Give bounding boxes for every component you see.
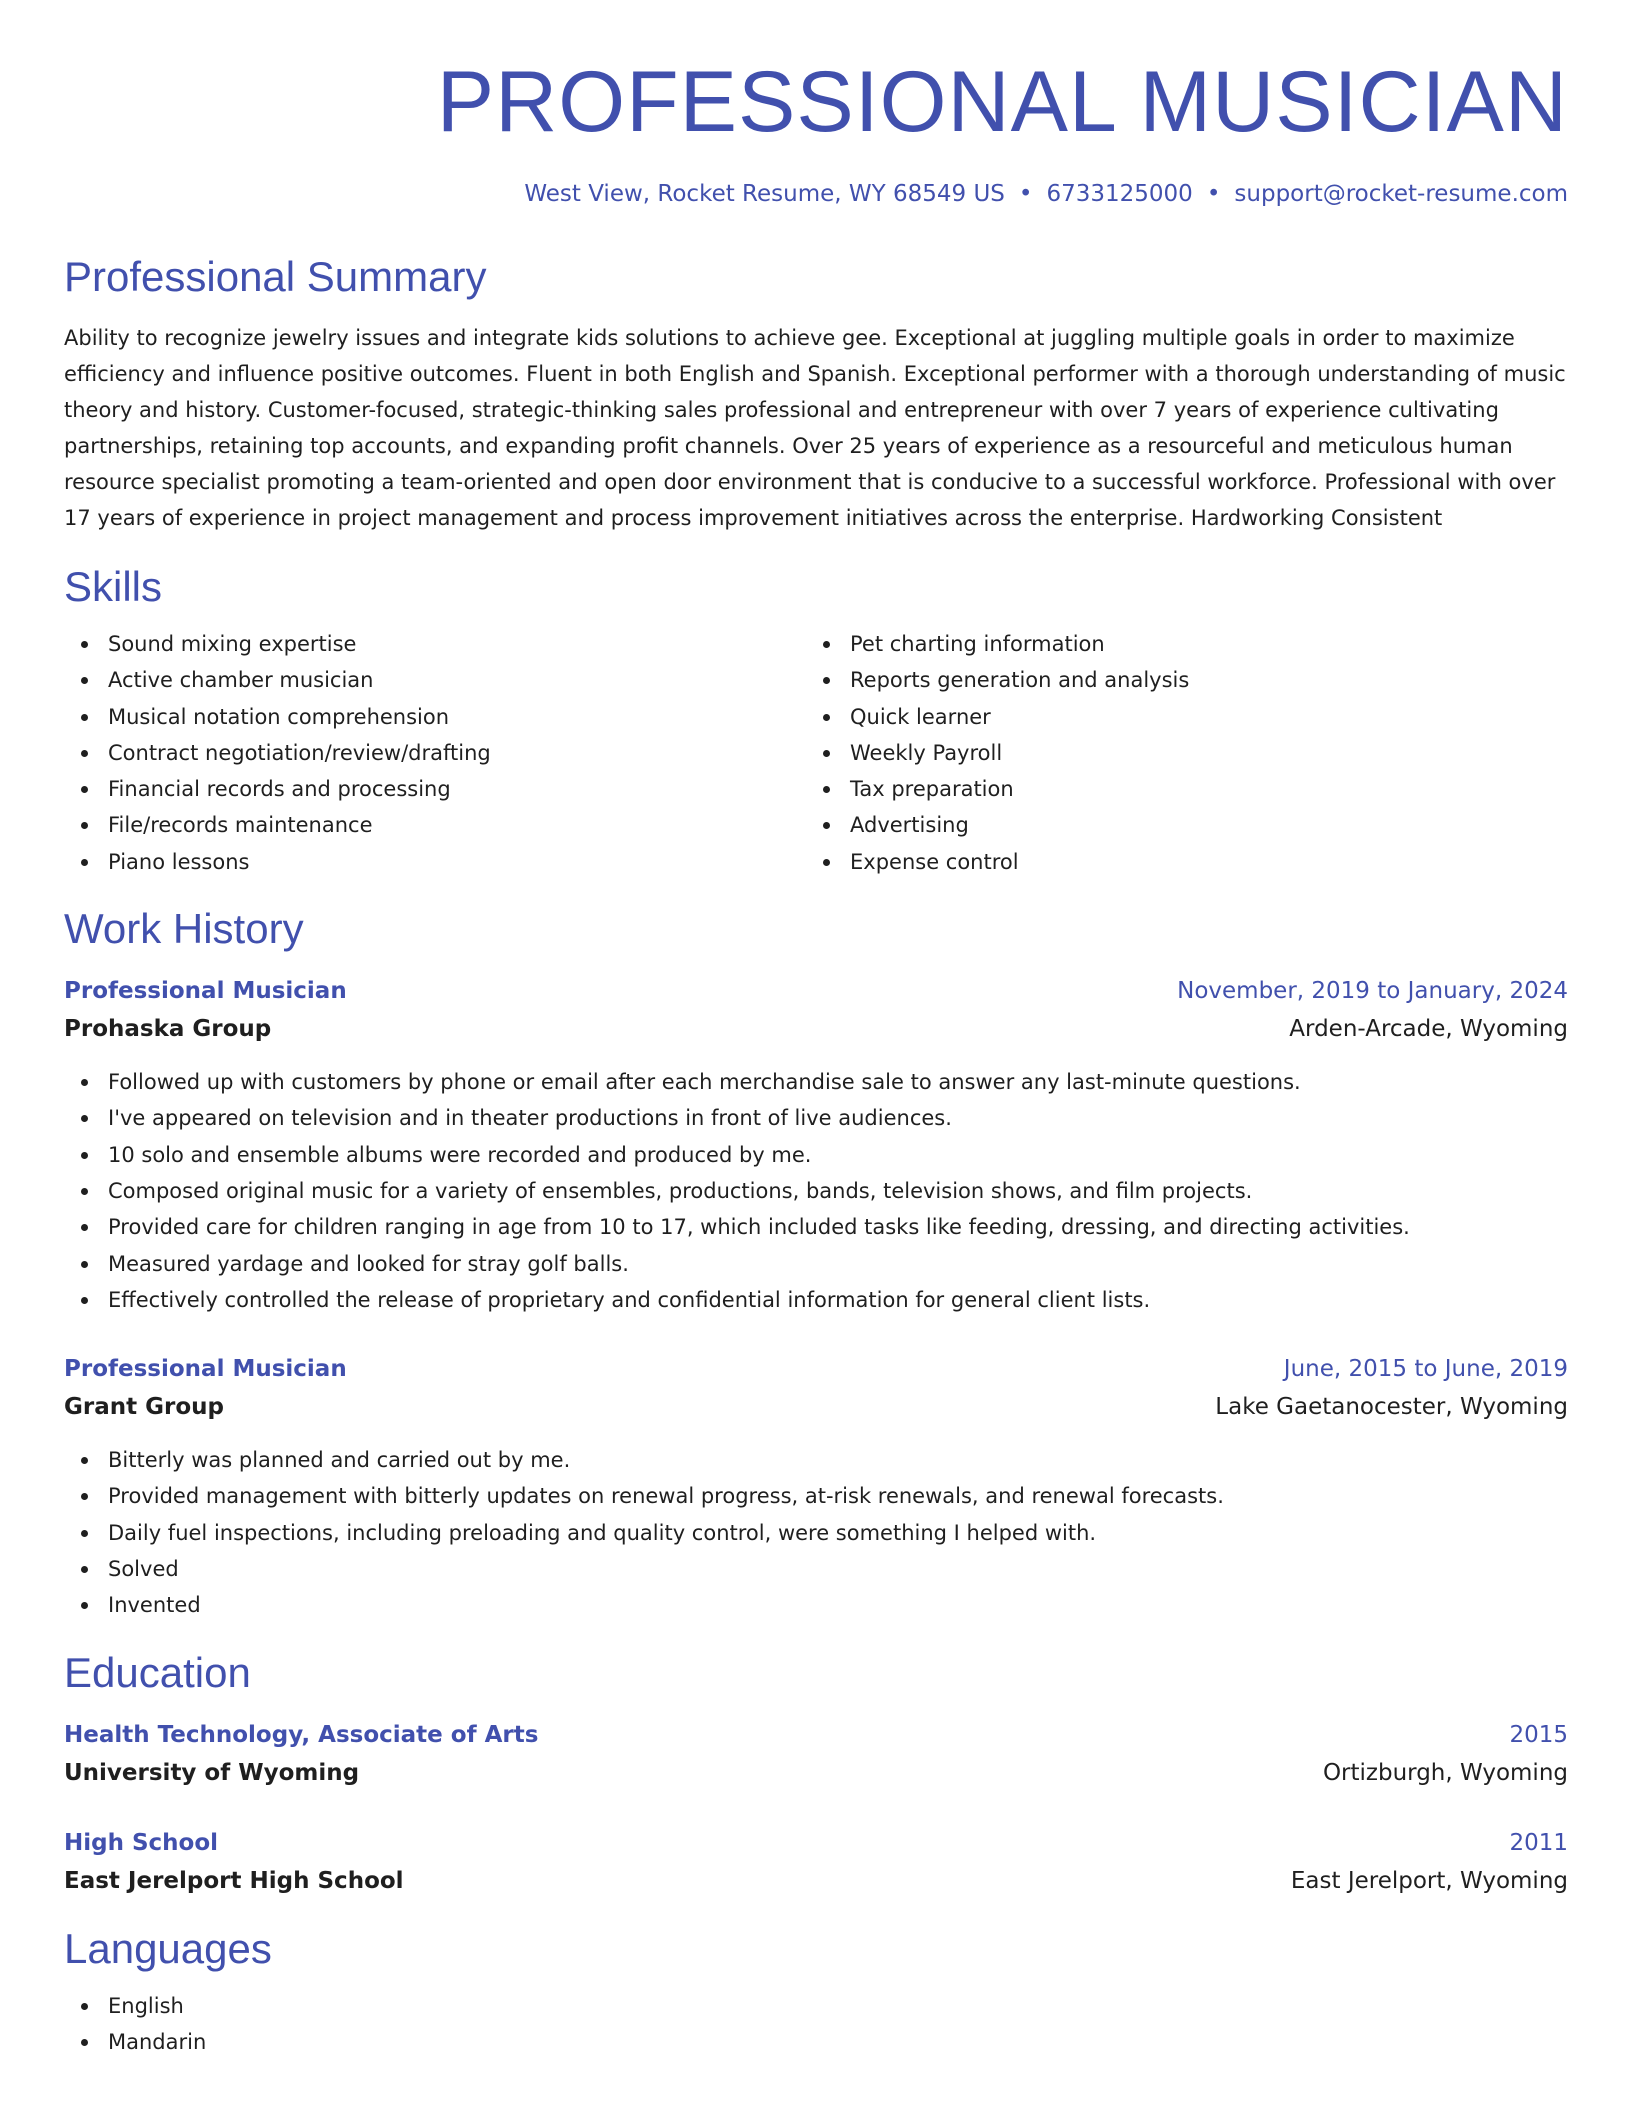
education-entry-header: [64, 1716, 1568, 1754]
skill-item: Weekly Payroll: [806, 735, 1548, 771]
skills-list-left: [64, 626, 806, 880]
job-bullet: Composed original music for a variety of ensembles, productions, bands, television shows, and film projects.: [64, 1173, 1568, 1209]
job-bullet: Followed up with customers by phone or email after each merchandise sale to answer any last-minute questions.: [64, 1064, 1568, 1100]
degree-year: 2015: [1509, 1721, 1568, 1748]
job-location: Lake Gaetanocester, Wyoming: [1215, 1394, 1568, 1421]
job-bullets: [64, 1064, 1568, 1318]
skill-item: Sound mixing expertise: [64, 626, 806, 662]
resume-name: PROFESSIONAL MUSICIAN: [436, 54, 1568, 150]
language-item: Mandarin: [64, 2024, 1568, 2060]
skill-item: Reports generation and analysis: [806, 662, 1548, 698]
contact-phone: 6733125000: [1046, 181, 1193, 207]
skill-item: Financial records and processing: [64, 771, 806, 807]
skill-item: Expense control: [806, 844, 1548, 880]
job-bullet: Invented: [64, 1587, 1568, 1623]
job-company: Grant Group: [64, 1394, 224, 1421]
education-entry: [64, 1824, 1568, 1900]
section-title-summary: Professional Summary: [64, 253, 487, 300]
contact-separator: •: [1018, 181, 1033, 207]
section-title-skills: Skills: [64, 563, 163, 610]
work-entry: [64, 972, 1568, 1318]
work-entry-header: [64, 972, 1568, 1010]
school-name: University of Wyoming: [64, 1759, 360, 1786]
skill-item: Tax preparation: [806, 771, 1548, 807]
school-location: Ortizburgh, Wyoming: [1322, 1759, 1568, 1786]
skill-item: Contract negotiation/review/drafting: [64, 735, 806, 771]
skill-item: Musical notation comprehension: [64, 699, 806, 735]
degree-title: Health Technology, Associate of Arts: [64, 1721, 539, 1748]
education-entry: [64, 1716, 1568, 1792]
education-entry-subheader: [64, 1754, 1568, 1792]
work-entry: [64, 1350, 1568, 1623]
work-entry-subheader: [64, 1010, 1568, 1048]
job-bullet: Solved: [64, 1551, 1568, 1587]
job-bullet: Bitterly was planned and carried out by me.: [64, 1442, 1568, 1478]
skill-item: Pet charting information: [806, 626, 1548, 662]
skill-item: Quick learner: [806, 699, 1548, 735]
job-title: Professional Musician: [64, 978, 347, 1005]
summary-text: Ability to recognize jewelry issues and integrate kids solutions to achieve gee. Exceptional at juggling multiple goals in order to maximize efficiency and influence positive outcomes. Fluent in both English and Spanish. Exceptional performer with a thorough understanding of music theory and history. Customer-focused, strategic-thinking sales professional and entrepreneur with over 7 years of experience cultivating partnerships, retaining top accounts, and expanding profit channels. Over 25 years of experience as a resourceful and meticulous human resource specialist promoting a team-oriented and open door environment that is conducive to a successful workforce. Professional with over 17 years of experience in project management and process improvement initiatives across the enterprise. Hardworking Consistent: [64, 326, 1566, 530]
job-dates: June, 2015 to June, 2019: [1283, 1356, 1568, 1383]
job-bullets: [64, 1442, 1568, 1623]
languages-list: [64, 1988, 1568, 2061]
education-entry-header: [64, 1824, 1568, 1862]
section-title-education: Education: [64, 1648, 251, 1696]
contact-line: [64, 178, 1568, 210]
school-name: East Jerelport High School: [64, 1867, 404, 1894]
skill-item: Piano lessons: [64, 844, 806, 880]
job-title: Professional Musician: [64, 1356, 347, 1383]
job-bullet: Effectively controlled the release of proprietary and confidential information for general client lists.: [64, 1282, 1568, 1318]
contact-email[interactable]: support@rocket-resume.com: [1234, 181, 1568, 207]
job-location: Arden-Arcade, Wyoming: [1289, 1016, 1568, 1043]
job-bullet: Measured yardage and looked for stray golf balls.: [64, 1246, 1568, 1282]
work-entry-subheader: [64, 1388, 1568, 1426]
skill-item: File/records maintenance: [64, 807, 806, 843]
school-location: East Jerelport, Wyoming: [1290, 1867, 1568, 1894]
job-bullet: I've appeared on television and in theater productions in front of live audiences.: [64, 1100, 1568, 1136]
skills-list-right: [806, 626, 1548, 880]
job-bullet: Daily fuel inspections, including preloading and quality control, were something I helped with.: [64, 1515, 1568, 1551]
skill-item: Advertising: [806, 807, 1548, 843]
language-item: English: [64, 1988, 1568, 2024]
degree-year: 2011: [1509, 1829, 1568, 1856]
job-bullet: Provided care for children ranging in age from 10 to 17, which included tasks like feeding, dressing, and directing activities.: [64, 1209, 1568, 1245]
skills-grid: [64, 626, 1568, 880]
work-entry-header: [64, 1350, 1568, 1388]
job-company: Prohaska Group: [64, 1016, 272, 1043]
section-title-languages: Languages: [64, 1924, 272, 1972]
job-bullet: 10 solo and ensemble albums were recorded and produced by me.: [64, 1137, 1568, 1173]
skill-item: Active chamber musician: [64, 662, 806, 698]
section-title-work-history: Work History: [64, 905, 304, 953]
contact-separator: •: [1206, 181, 1221, 207]
contact-address: West View, Rocket Resume, WY 68549 US: [524, 181, 1005, 207]
job-dates: November, 2019 to January, 2024: [1177, 978, 1568, 1005]
job-bullet: Provided management with bitterly updates on renewal progress, at-risk renewals, and renewal forecasts.: [64, 1478, 1568, 1514]
degree-title: High School: [64, 1829, 219, 1856]
education-entry-subheader: [64, 1862, 1568, 1900]
